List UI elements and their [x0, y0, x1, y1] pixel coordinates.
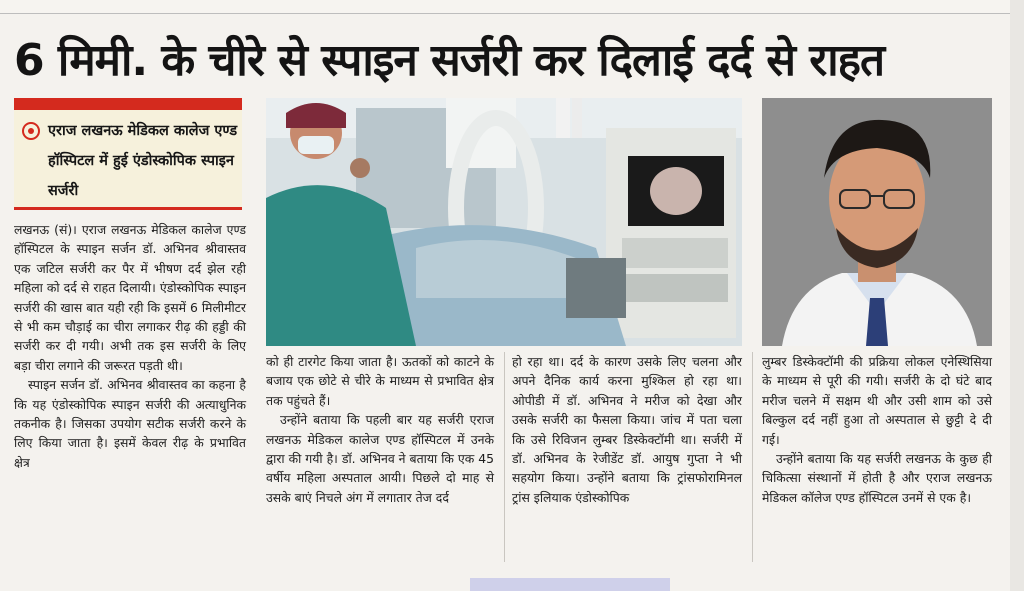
target-bullet-icon [22, 122, 40, 140]
doctor-portrait [762, 98, 992, 346]
doctor-portrait-illustration [762, 98, 992, 346]
article-paragraph: हो रहा था। दर्द के कारण उसके लिए चलना और अपने दैनिक कार्य करना मुश्किल हो रहा था। ओपीडी में डॉ. अभिनव ने मरीज को देखा और उसके सर्जरी का फैसला किया। जांच में पता चला कि उसे रिविजन लुम्बर डिस्केक्टॉमी था। सर्जरी में डॉ. अभिनव के रेजीडेंट डॉ. आयुष गुप्ता ने भी सहयोग किया। उन्होंने बताया कि ट्रांसफोरामिनल ट्रांस इलियाक एंडोस्कोपिक [512, 354, 742, 505]
article-paragraph: स्पाइन सर्जन डॉ. अभिनव श्रीवास्तव का कहना है कि यह एंडोस्कोपिक स्पाइन सर्जरी की अत्याधुनिक तकनीक है। जिसका उपयोग सटीक सर्जरी करने के लिए किया जाता है। इसमें केवल रीढ़ के प्रभावित क्षेत्र [14, 377, 246, 470]
column-divider [752, 352, 753, 562]
column-divider [504, 352, 505, 562]
article-paragraph: को ही टारगेट किया जाता है। ऊतकों को काटने के बजाय एक छोटे से चीरे के माध्यम से प्रभावित क्षेत्र तक पहुंचते हैं। [266, 354, 494, 408]
article-column-3 [512, 352, 742, 564]
highlight-text: एराज लखनऊ मेडिकल कालेज एण्ड हॉस्पिटल में हुई एंडोस्कोपिक स्पाइन सर्जरी [48, 123, 238, 199]
article-paragraph: उन्होंने बताया कि पहली बार यह सर्जरी एराज लखनऊ मेडिकल कालेज एण्ड हॉस्पिटल में उनके द्वारा की गयी है। डॉ. अभिनव ने बताया कि एक 45 वर्षीय महिला अस्पताल आयी। पिछले दो माह से उसके बाएं निचले अंग में लगातार तेज दर्द [266, 412, 494, 505]
next-article-tag [470, 578, 670, 591]
article-paragraph: लखनऊ (सं)। एराज लखनऊ मेडिकल कालेज एण्ड हॉस्पिटल के स्पाइन सर्जन डॉ. अभिनव श्रीवास्तव एक जटिल सर्जरी कर पैर में भीषण दर्द झेल रही महिला को दर्द से राहत दिलायी। एंडोस्कोपिक स्पाइन सर्जरी की खास बात यही रही कि इसमें 6 मिलीमीटर से भी कम चौड़ाई का चीरा लगाकर रीढ़ की हड्डी की सर्जरी कर दी गयी। अभी तक इस सर्जरी के लिए बड़ा चीरा लगाने की जरूरत पड़ती थी। [14, 222, 246, 373]
article-column-4 [762, 352, 992, 564]
article-paragraph: लुम्बर डिस्केक्टॉमी की प्रक्रिया लोकल एनेस्थिसिया के माध्यम से पूरी की गयी। सर्जरी के दो घंटे बाद मरीज चलने में सक्षम थी और उसी शाम को उसे बिल्कुल दर्द नहीं हुआ तो अस्पताल से छुट्टी दे दी गई। [762, 354, 992, 447]
adjacent-article-edge [1010, 0, 1024, 591]
highlight-bottom-bar [14, 207, 242, 210]
surgery-photo-illustration [266, 98, 742, 346]
next-article-cutoff [0, 574, 1010, 591]
article-paragraph: उन्होंने बताया कि यह सर्जरी लखनऊ के कुछ ही चिकित्सा संस्थानों में होती है और एराज लखनऊ मेडिकल कॉलेज एण्ड हॉस्पिटल उनमें से एक है। [762, 451, 992, 505]
surgery-photo [266, 98, 742, 346]
headline: 6 मिमी. के चीरे से स्पाइन सर्जरी कर दिलाई दर्द से राहत [14, 35, 885, 86]
highlight-box [14, 98, 242, 210]
article-column-1 [14, 220, 246, 565]
highlight-top-bar [14, 98, 242, 110]
page-top-strip [0, 0, 1024, 14]
article-column-2 [266, 352, 494, 564]
